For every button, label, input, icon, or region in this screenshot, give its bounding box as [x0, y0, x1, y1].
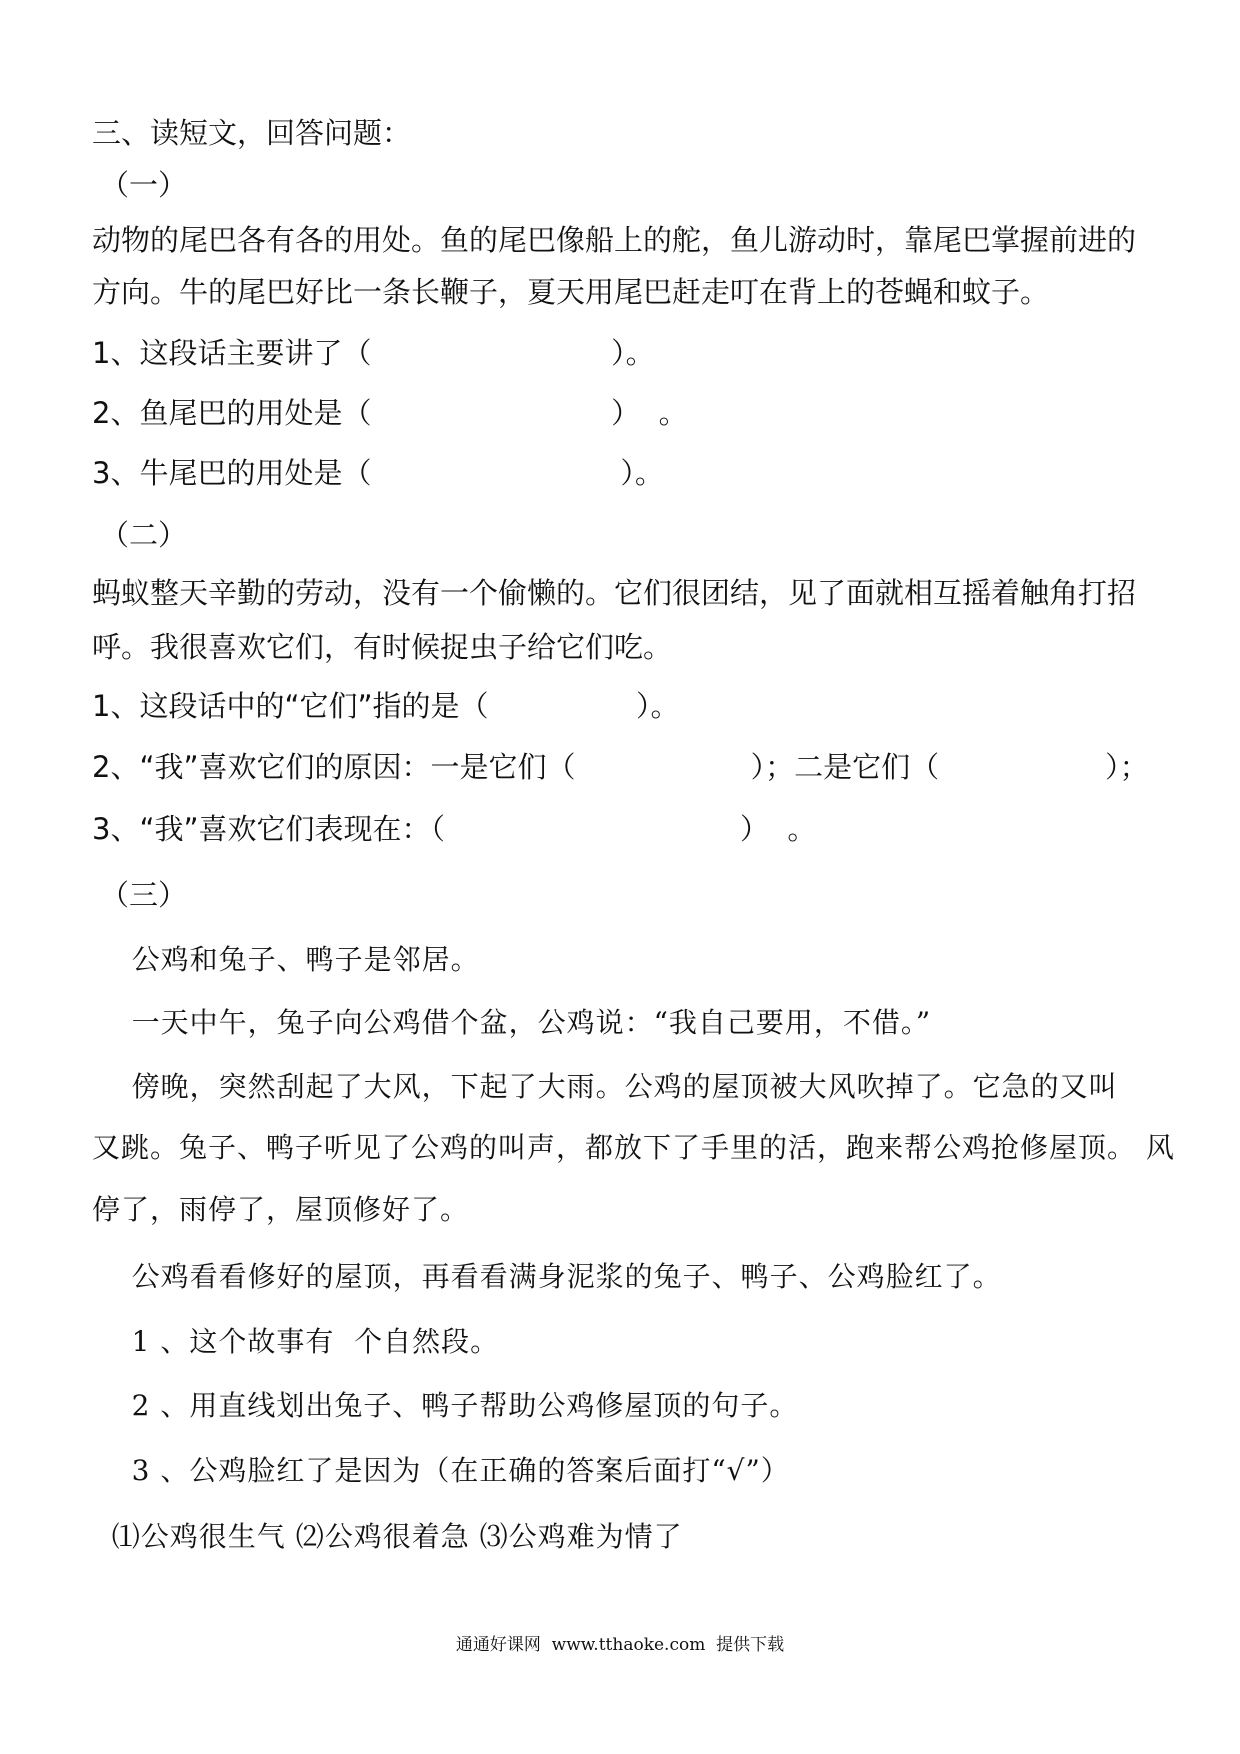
part1-passage-line: 动物的尾巴各有各的用处。鱼的尾巴像船上的舵，鱼儿游动时，靠尾巴掌握前进的: [92, 223, 1137, 257]
part3-question-1: 1 、这个故事有 个自然段。: [92, 1325, 500, 1358]
part3-passage-line: 傍晚，突然刮起了大风，下起了大雨。公鸡的屋顶被大风吹掉了。它急的又叫: [92, 1070, 1118, 1103]
part2-question-1: 1、这段话中的“它们”指的是（ ）。: [92, 689, 680, 723]
part3-passage-line: 公鸡和兔子、鸭子是邻居。: [92, 943, 480, 976]
part1-question-1: 1、这段话主要讲了（ ）。: [92, 336, 655, 370]
part2-passage-line: 蚂蚁整天辛勤的劳动，没有一个偷懒的。它们很团结，见了面就相互摇着触角打招: [92, 576, 1137, 610]
section-title: 三、读短文，回答问题：: [92, 116, 412, 150]
part3-passage-line: 一天中午，兔子向公鸡借个盆，公鸡说：“我自己要用，不借。”: [92, 1006, 932, 1039]
part2-question-3: 3、“我”喜欢它们表现在：（ ） 。: [92, 812, 817, 846]
part2-passage-line: 呼。我很喜欢它们，有时候捉虫子给它们吃。: [92, 630, 673, 664]
part1-question-3: 3、牛尾巴的用处是（ ）。: [92, 456, 664, 490]
part2-question-2: 2、“我”喜欢它们的原因：一是它们（ ）；二是它们（ ）；: [92, 750, 1149, 784]
part1-label: （一）: [100, 168, 188, 202]
part3-label: （三）: [100, 878, 188, 912]
part3-passage-line: 公鸡看看修好的屋顶，再看看满身泥浆的兔子、鸭子、公鸡脸红了。: [92, 1260, 1002, 1293]
footer-credit: 通通好课网 www.tthaoke.com 提供下载: [455, 1635, 785, 1655]
part1-passage-line: 方向。牛的尾巴好比一条长鞭子，夏天用尾巴赶走叮在背上的苍蝇和蚊子。: [92, 275, 1050, 309]
part3-passage-line: 停了，雨停了，屋顶修好了。: [92, 1193, 470, 1226]
part1-question-2: 2、鱼尾巴的用处是（ ） 。: [92, 396, 688, 430]
part3-question-3: 3 、公鸡脸红了是因为（在正确的答案后面打“√”）: [92, 1454, 790, 1487]
part3-passage-line: 又跳。兔子、鸭子听见了公鸡的叫声，都放下了手里的活，跑来帮公鸡抢修屋顶。 风: [92, 1131, 1175, 1164]
part3-answer-options: ⑴公鸡很生气 ⑵公鸡很着急 ⑶公鸡难为情了: [92, 1520, 683, 1553]
part2-label: （二）: [100, 518, 188, 552]
part3-question-2: 2 、用直线划出兔子、鸭子帮助公鸡修屋顶的句子。: [92, 1389, 799, 1422]
